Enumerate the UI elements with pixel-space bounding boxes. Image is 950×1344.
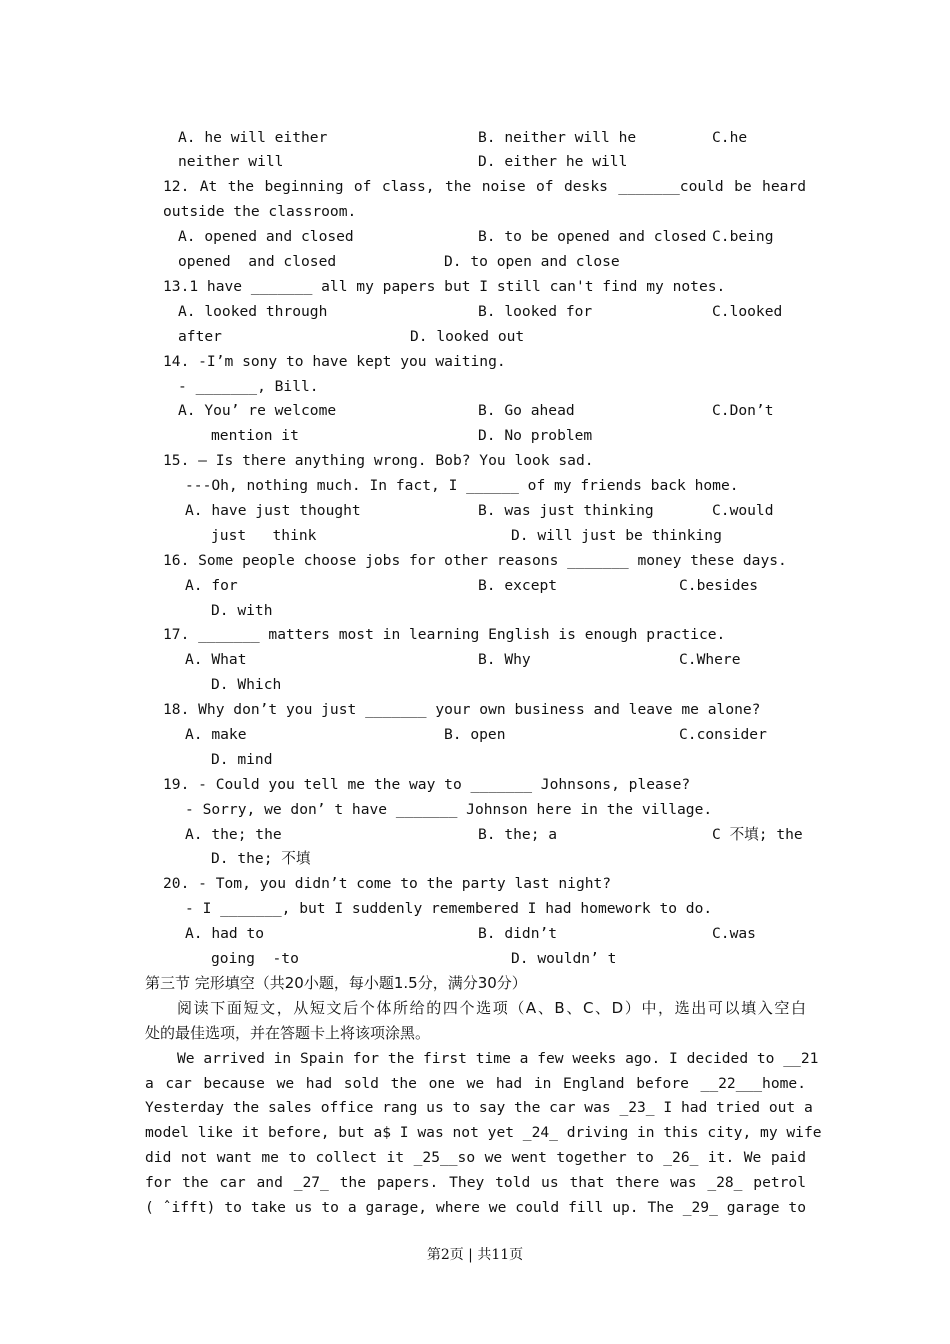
text-line [0, 647, 950, 672]
text-line [0, 822, 950, 847]
text-line [0, 349, 950, 374]
text-line [0, 921, 950, 946]
text-line [0, 299, 950, 324]
text-segment: C.he [712, 129, 748, 146]
text-segment: A. looked through [178, 303, 328, 320]
text-line [0, 598, 950, 623]
text-segment: 第三节 完形填空（共20小题，每小题1.5分，满分30分） [145, 974, 527, 992]
text-line [0, 871, 950, 896]
page-footer: 第2页 | 共11页 [426, 1247, 524, 1263]
text-line [0, 1120, 950, 1145]
text-line [0, 896, 950, 921]
text-line [0, 846, 950, 871]
text-segment: C.Where [679, 651, 741, 668]
text-segment: A. What [185, 651, 247, 668]
text-segment: just think [211, 527, 317, 544]
text-segment: 13.1 have _______ all my papers but I still can't find my notes. [163, 278, 726, 295]
text-segment: A. had to [185, 925, 265, 942]
text-line [0, 1021, 950, 1046]
text-segment: opened and closed [178, 253, 337, 270]
text-line [0, 498, 950, 523]
text-segment: D. wouldn’ t [511, 950, 617, 967]
text-line [0, 946, 950, 971]
text-line [0, 1095, 950, 1120]
text-segment: D. mind [211, 751, 273, 768]
text-segment: neither will [178, 153, 284, 170]
text-line [0, 1195, 950, 1220]
text-segment: 处的最佳选项，并在答题卡上将该项涂黑。 [145, 1024, 431, 1042]
text-segment: 19. - Could you tell me the way to _______ Johnsons, please? [163, 776, 691, 793]
text-line [0, 1071, 950, 1096]
text-line [0, 199, 950, 224]
text-segment: for the car and _27_ the papers. They told us that there was _28_ petrol [145, 1174, 806, 1191]
text-segment: C 不填; the [712, 826, 803, 843]
text-line [0, 274, 950, 299]
text-segment: A. make [185, 726, 247, 743]
text-segment: ( ˆifft) to take us to a garage, where we could fill up. The _29_ garage to [145, 1199, 806, 1216]
text-segment: B. open [444, 726, 506, 743]
text-segment: A. for [185, 577, 238, 594]
text-segment: B. the; a [478, 826, 558, 843]
text-segment: D. with [211, 602, 273, 619]
text-line [0, 672, 950, 697]
text-line [0, 996, 950, 1021]
text-line [0, 622, 950, 647]
text-segment: We arrived in Spain for the first time a few weeks ago. I decided to __21 [177, 1050, 819, 1067]
text-segment: D. Which [211, 676, 282, 693]
text-segment: B. Why [478, 651, 531, 668]
text-segment: C.looked [712, 303, 783, 320]
text-segment: A. opened and closed [178, 228, 354, 245]
text-line [0, 523, 950, 548]
text-line [0, 722, 950, 747]
text-line [0, 1170, 950, 1195]
text-segment: D. to open and close [444, 253, 620, 270]
text-segment: Yesterday the sales office rang us to say the car was _23_ I had tried out a [145, 1099, 813, 1116]
text-segment: 17. _______ matters most in learning English is enough practice. [163, 626, 726, 643]
text-segment: B. to be opened and closed [478, 228, 707, 245]
text-line [0, 548, 950, 573]
text-line [0, 1046, 950, 1071]
text-segment: outside the classroom. [163, 203, 357, 220]
text-line [0, 1145, 950, 1170]
text-segment: model like it before, but a$ I was not yet _24_ driving in this city, my wife [145, 1124, 822, 1141]
text-segment: A. have just thought [185, 502, 361, 519]
text-segment: after [178, 328, 222, 345]
text-line [0, 423, 950, 448]
text-segment: D. either he will [478, 153, 628, 170]
text-segment: 16. Some people choose jobs for other reasons _______ money these days. [163, 552, 787, 569]
text-line [0, 747, 950, 772]
text-segment: 12. At the beginning of class, the noise of desks _______could be heard [163, 178, 806, 195]
text-segment: B. except [478, 577, 558, 594]
text-segment: 阅读下面短文，从短文后个体所给的四个选项（A、B、C、D）中，选出可以填入空白 [177, 999, 806, 1017]
text-segment: D. looked out [410, 328, 525, 345]
text-segment: D. the; 不填 [211, 850, 311, 867]
text-line [0, 149, 950, 174]
text-segment: D. No problem [478, 427, 593, 444]
text-line [0, 697, 950, 722]
text-line [0, 772, 950, 797]
text-line [0, 448, 950, 473]
text-segment: B. Go ahead [478, 402, 575, 419]
text-segment: ---Oh, nothing much. In fact, I ______ of my friends back home. [185, 477, 739, 494]
text-segment: A. he will either [178, 129, 328, 146]
text-segment: 20. - Tom, you didn’t come to the party last night? [163, 875, 612, 892]
text-segment: C.consider [679, 726, 767, 743]
text-segment: D. will just be thinking [511, 527, 722, 544]
text-segment: C.Don’t [712, 402, 774, 419]
text-segment: did not want me to collect it _25__so we went together to _26_ it. We paid [145, 1149, 806, 1166]
text-segment: - _______, Bill. [178, 378, 319, 395]
text-segment: B. looked for [478, 303, 593, 320]
text-segment: a car because we had sold the one we had in England before __22___home. [145, 1075, 806, 1092]
text-segment: C.besides [679, 577, 759, 594]
text-segment: B. didn’t [478, 925, 558, 942]
text-line [0, 473, 950, 498]
text-segment: B. was just thinking [478, 502, 654, 519]
text-segment: going -to [211, 950, 299, 967]
text-line [0, 971, 950, 996]
text-segment: mention it [211, 427, 299, 444]
text-segment: A. You’ re welcome [178, 402, 337, 419]
text-segment: - I _______, but I suddenly remembered I had homework to do. [185, 900, 713, 917]
text-segment: A. the; the [185, 826, 282, 843]
text-segment: - Sorry, we don’ t have _______ Johnson here in the village. [185, 801, 713, 818]
text-line [0, 174, 950, 199]
text-line [0, 797, 950, 822]
text-segment: 18. Why don’t you just _______ your own business and leave me alone? [163, 701, 761, 718]
text-segment: C.would [712, 502, 774, 519]
text-line [0, 125, 950, 150]
text-line [0, 374, 950, 399]
text-line [0, 324, 950, 349]
text-segment: B. neither will he [478, 129, 637, 146]
text-line [0, 398, 950, 423]
text-segment: 15. — Is there anything wrong. Bob? You look sad. [163, 452, 594, 469]
text-line [0, 249, 950, 274]
text-segment: C.was [712, 925, 756, 942]
text-line [0, 573, 950, 598]
text-segment: C.being [712, 228, 774, 245]
text-line [0, 224, 950, 249]
text-segment: 14. -I’m sony to have kept you waiting. [163, 353, 506, 370]
